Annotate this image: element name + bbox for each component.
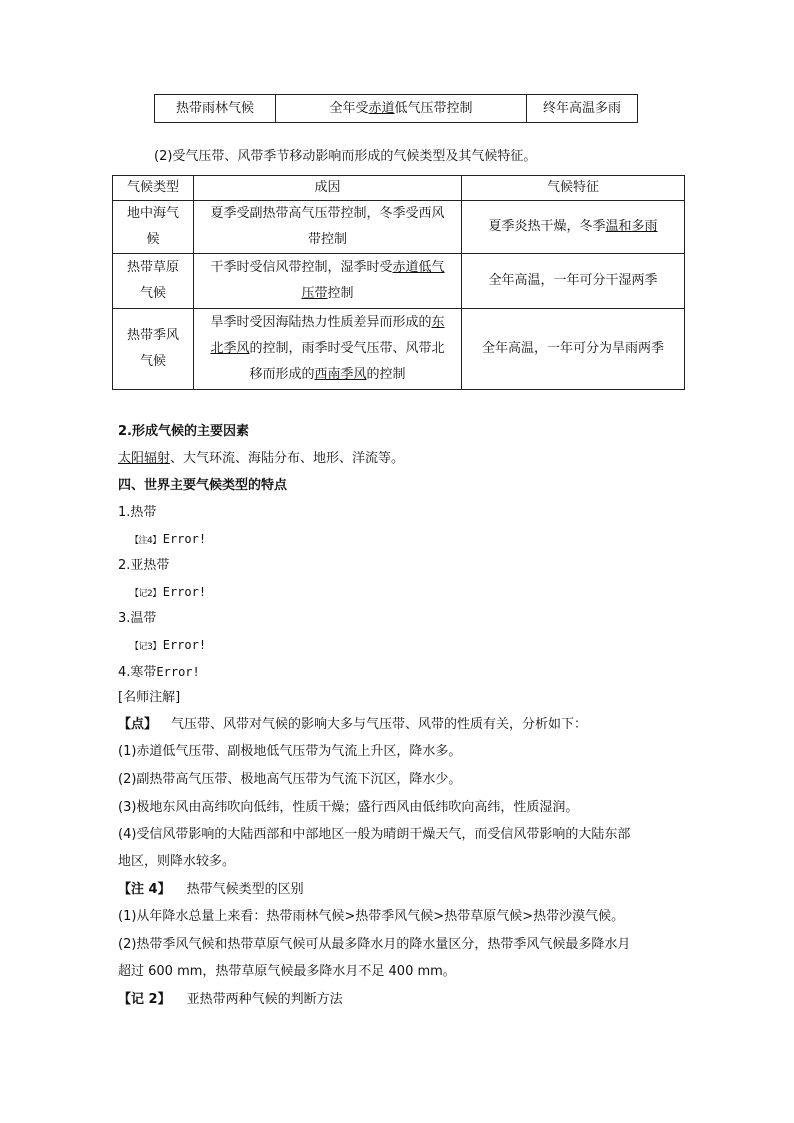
point-1: (1)赤道低气压带、副极地低气压带为气流上升区，降水多。 <box>118 744 462 759</box>
note-4-heading: 【注 4】 热带气候类型的区别 <box>118 882 304 897</box>
heading-subtropical: 2.亚热带 <box>118 558 170 573</box>
header-cause: 成因 <box>194 176 462 201</box>
feature-cell: 终年高温多雨 <box>527 95 638 123</box>
error-line-2: 【记2】 Error! <box>130 585 207 599</box>
memo-2-heading: 【记 2】 亚热带两种气候的判断方法 <box>118 992 343 1007</box>
climate-type-cell: 热带草原 气候 <box>113 254 194 309</box>
feature-cell: 全年高温，一年可分干湿两季 <box>462 254 685 309</box>
point-4-line-1: (4)受信风带影响的大陆西部和中部地区一般为晴朗干燥天气，而受信风带影响的大陆东部 <box>118 827 631 842</box>
error-line-3: 【记3】 Error! <box>130 638 207 652</box>
heading-temperate: 3.温带 <box>118 611 157 626</box>
cause-cell: 夏季受副热带高气压带控制，冬季受西风 带控制 <box>194 201 462 254</box>
tropical-rainforest-table <box>154 94 638 123</box>
cause-cell: 干季时受信风带控制，湿季时受赤道低气 压带控制 <box>194 254 462 309</box>
note-4-item-2-line-2: 超过 600 mm，热带草原气候最多降水月不足 400 mm。 <box>118 964 456 979</box>
point-3: (3)极地东风由高纬吹向低纬，性质干燥；盛行西风由低纬吹向高纬，性质湿润。 <box>118 800 579 815</box>
intro-paragraph: (2)受气压带、风带季节移动影响而形成的气候类型及其气候特征。 <box>154 149 537 164</box>
section-2-title: 2.形成气候的主要因素 <box>118 424 249 439</box>
heading-frigid: 4.寒带Error! <box>118 665 200 680</box>
table-header-row <box>113 176 685 201</box>
section-4-title: 四、世界主要气候类型的特点 <box>118 478 288 493</box>
climate-causes-table <box>112 175 685 390</box>
error-line-1: 【注4】 Error! <box>130 532 207 546</box>
point-paragraph: 【点】 气压带、风带对气候的影响大多与气压带、风带的性质有关，分析如下： <box>118 717 588 732</box>
table-row <box>113 309 685 390</box>
table-row <box>113 254 685 309</box>
climate-type-cell: 地中海气 候 <box>113 201 194 254</box>
heading-tropical: 1.热带 <box>118 505 157 520</box>
header-feature: 气候特征 <box>462 176 685 201</box>
table-row <box>155 95 638 123</box>
cause-cell: 全年受赤道低气压带控制 <box>276 95 527 123</box>
climate-type-cell: 热带雨林气候 <box>155 95 276 123</box>
point-4-line-2: 地区，则降水较多。 <box>118 854 236 869</box>
point-2: (2)副热带高气压带、极地高气压带为气流下沉区，降水少。 <box>118 772 462 787</box>
climate-type-cell: 热带季风 气候 <box>113 309 194 390</box>
note-4-item-1: (1)从年降水总量上来看：热带雨林气候>热带季风气候>热带草原气候>热带沙漠气候。 <box>118 909 625 924</box>
feature-cell: 夏季炎热干燥，冬季温和多雨 <box>462 201 685 254</box>
header-climate-type: 气候类型 <box>113 176 194 201</box>
note-4-item-2-line-1: (2)热带季风气候和热带草原气候可从最多降水月的降水量区分，热带季风气候最多降水月 <box>118 937 631 952</box>
table-row <box>113 201 685 254</box>
feature-cell: 全年高温，一年可分为旱雨两季 <box>462 309 685 390</box>
cause-cell: 旱季时受因海陆热力性质差异而形成的东 北季风的控制，雨季时受气压带、风带北 移而形成的西南季风的控制 <box>194 309 462 390</box>
section-2-text: 太阳辐射、大气环流、海陆分布、地形、洋流等。 <box>118 451 405 466</box>
notes-title: [名师注解] <box>118 690 181 705</box>
